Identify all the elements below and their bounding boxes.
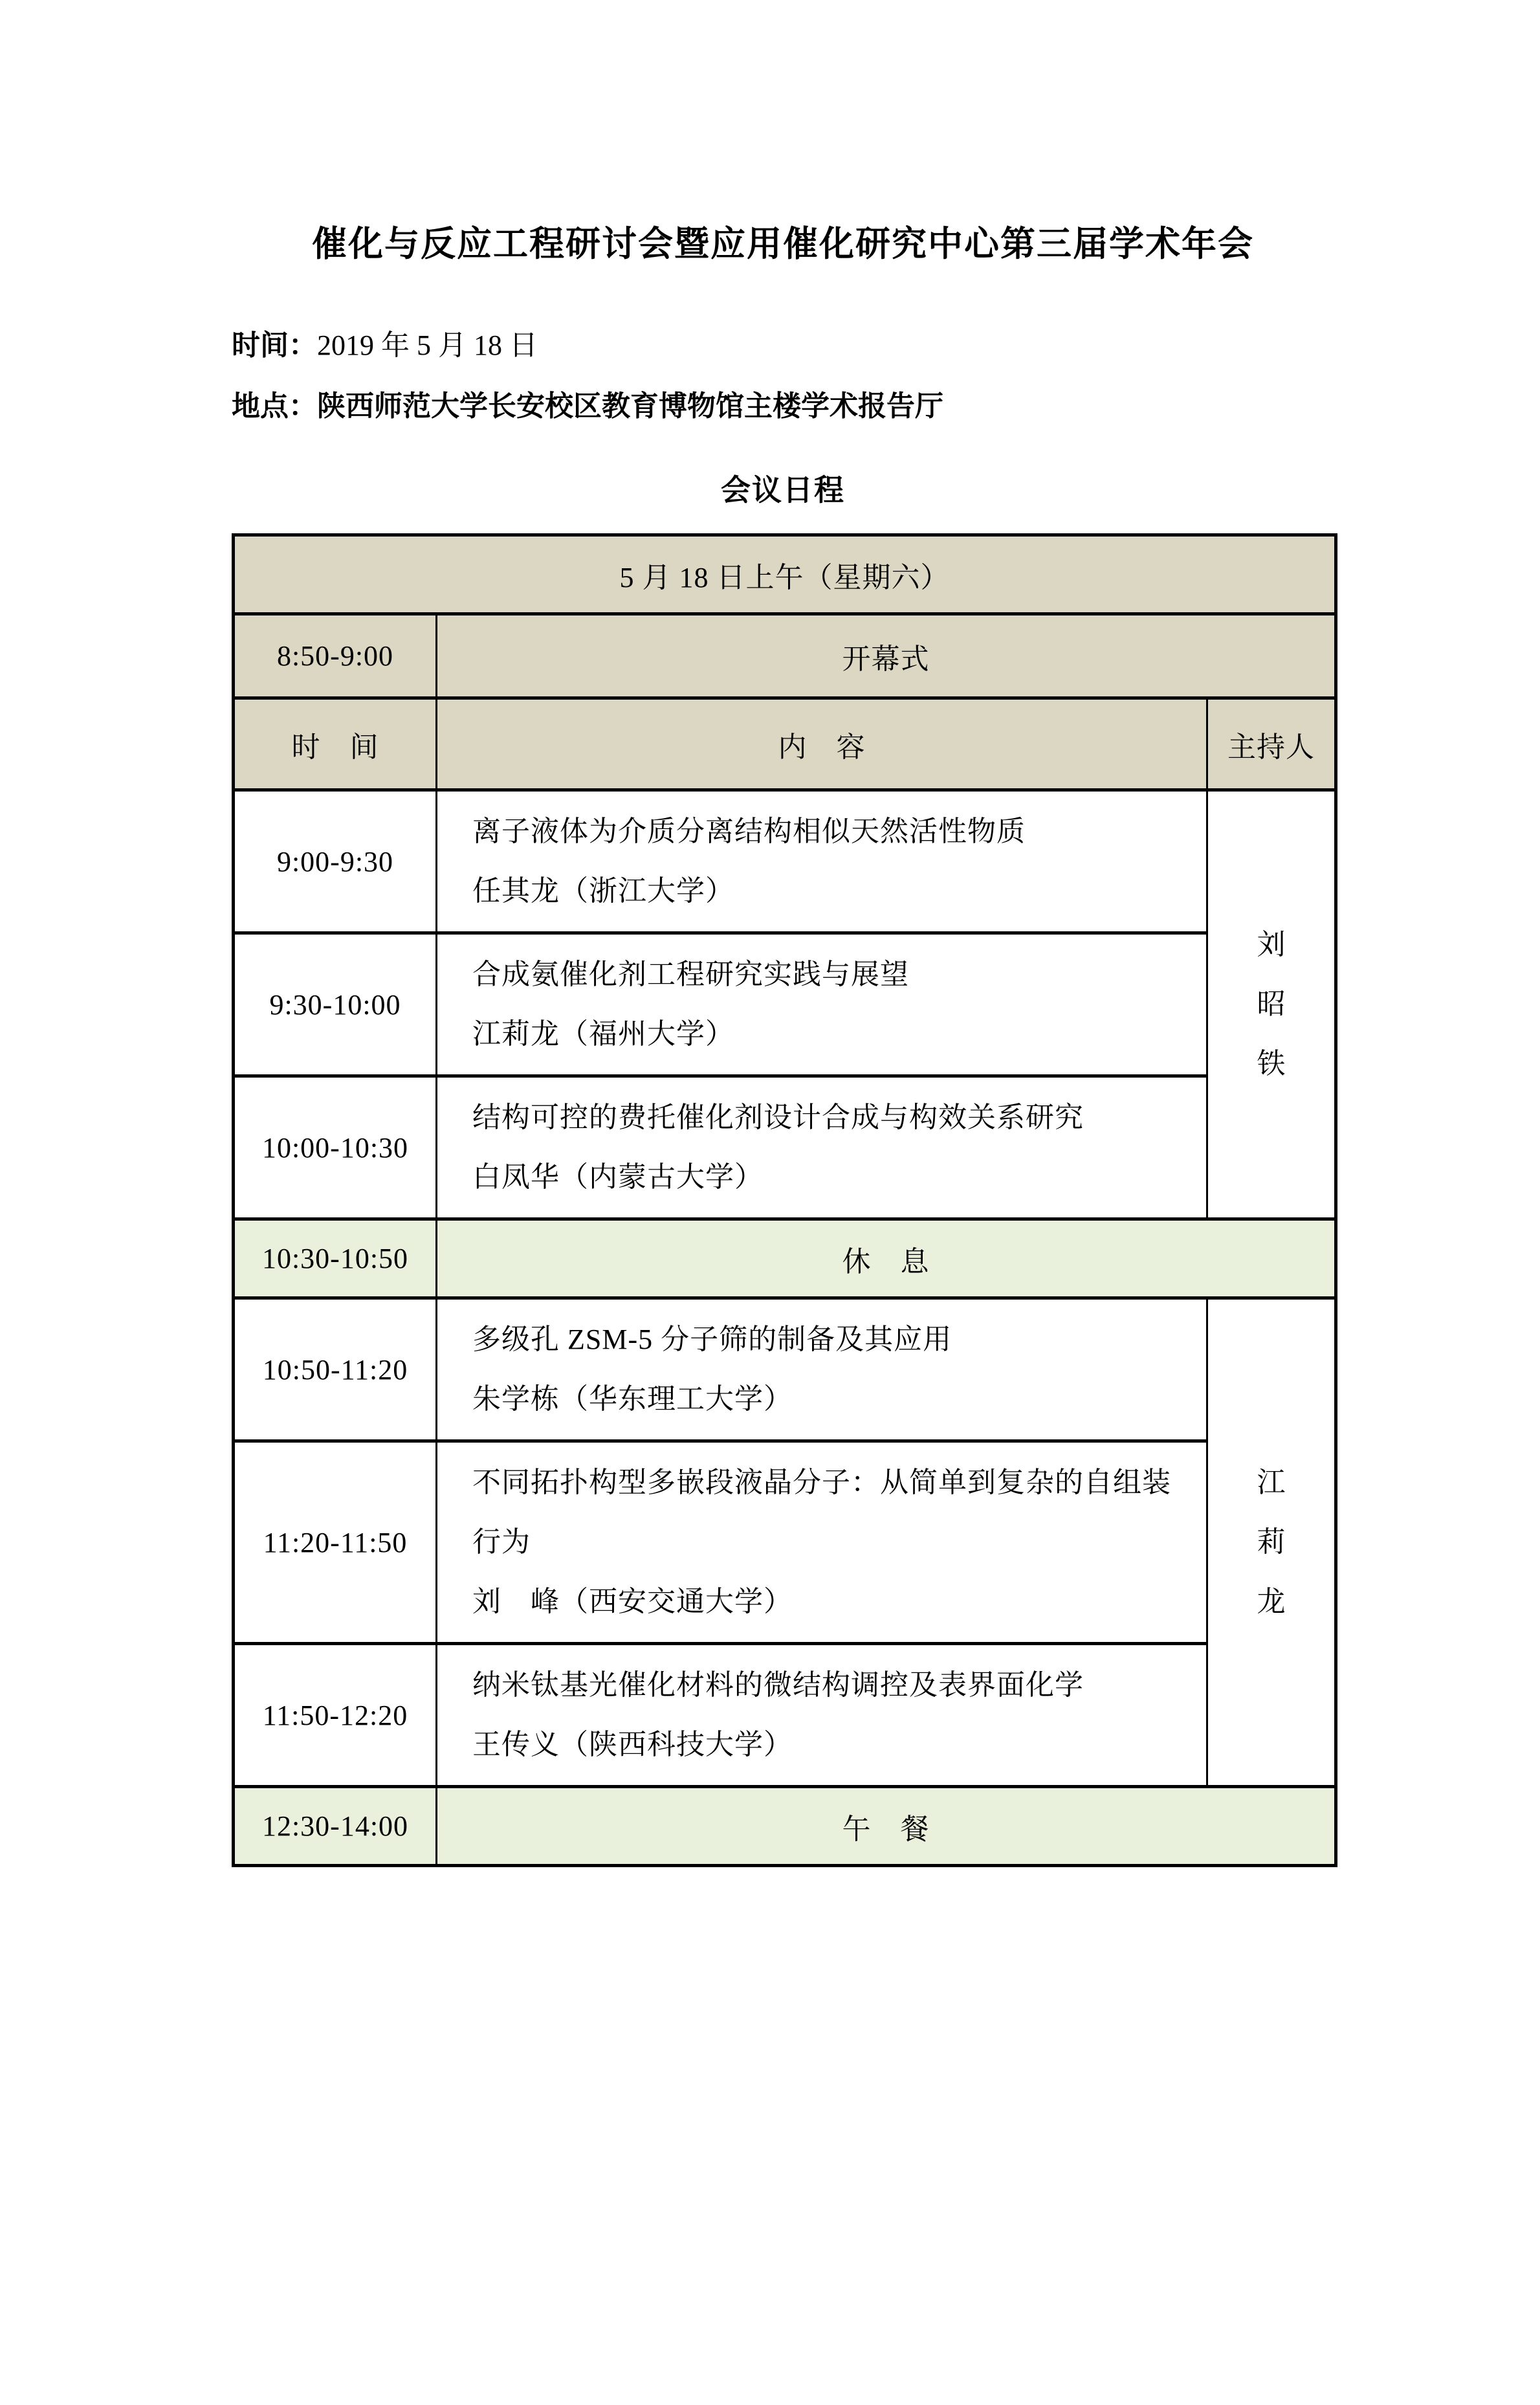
talk-title: 离子液体为介质分离结构相似天然活性物质: [472, 815, 1026, 847]
content-cell: [437, 1441, 1207, 1644]
break-time-cell: 12:30-14:00: [234, 1787, 437, 1866]
host-char: 昭: [1257, 988, 1286, 1020]
time-cell: 9:00-9:30: [234, 790, 437, 933]
schedule-heading: 会议日程: [721, 473, 845, 507]
col-header-content: 内 容: [437, 698, 1207, 790]
talk-speaker: 白凤华（内蒙古大学）: [472, 1161, 764, 1193]
host-char: 龙: [1257, 1586, 1286, 1617]
column-header-row: [234, 698, 1336, 790]
talk-row: [234, 933, 1336, 1076]
talk-speaker: 任其龙（浙江大学）: [472, 875, 734, 907]
talk-speaker: 朱学栋（华东理工大学）: [472, 1383, 793, 1415]
talk-row: [234, 1298, 1336, 1441]
talk-row: [234, 1441, 1336, 1644]
schedule-table: [232, 533, 1337, 1867]
meta-location-line: [232, 391, 1334, 422]
opening-label-cell: 开幕式: [437, 614, 1336, 698]
time-cell: 11:50-12:20: [234, 1644, 437, 1787]
talk-speaker: 王传义（陕西科技大学）: [472, 1729, 793, 1760]
break-row: [234, 1219, 1336, 1298]
time-label: 时间：: [232, 329, 317, 361]
break-time-cell: 10:30-10:50: [234, 1219, 437, 1298]
document-page: [232, 225, 1334, 1867]
opening-time-cell: 8:50-9:00: [234, 614, 437, 698]
talk-title: 纳米钛基光催化材料的微结构调控及表界面化学: [472, 1669, 1084, 1701]
host-char: 莉: [1257, 1526, 1286, 1558]
session-header-cell: 5 月 18 日上午（星期六）: [234, 535, 1336, 614]
break-row: [234, 1787, 1336, 1866]
document-title: 催化与反应工程研讨会暨应用催化研究中心第三届学术年会: [312, 225, 1254, 263]
time-value: 2019 年 5 月 18 日: [317, 329, 538, 361]
content-cell: [437, 1298, 1207, 1441]
opening-row: [234, 614, 1336, 698]
content-cell: [437, 790, 1207, 933]
time-cell: 10:00-10:30: [234, 1076, 437, 1219]
talk-row: [234, 1644, 1336, 1787]
break-label-cell: 休 息: [437, 1219, 1336, 1298]
host-char: 江: [1257, 1467, 1286, 1498]
host-cell: [1207, 790, 1336, 1219]
talk-title: 多级孔 ZSM-5 分子筛的制备及其应用: [472, 1324, 952, 1355]
talk-title: 结构可控的费托催化剂设计合成与构效关系研究: [472, 1102, 1084, 1133]
col-header-time: 时 间: [234, 698, 437, 790]
location-label: 地点：: [232, 390, 317, 422]
break-label-cell: 午 餐: [437, 1787, 1336, 1866]
host-char: 刘: [1257, 929, 1286, 960]
content-cell: [437, 1076, 1207, 1219]
talk-title: 合成氨催化剂工程研究实践与展望: [472, 959, 909, 990]
talk-title: 不同拓扑构型多嵌段液晶分子：从简单到复杂的自组装行为: [472, 1467, 1171, 1558]
time-cell: 11:20-11:50: [234, 1441, 437, 1644]
talk-speaker: 刘 峰（西安交通大学）: [472, 1586, 793, 1617]
host-cell: [1207, 1298, 1336, 1787]
meta-time-line: [232, 330, 1334, 361]
host-char: 铁: [1257, 1048, 1286, 1080]
time-cell: 10:50-11:20: [234, 1298, 437, 1441]
time-cell: 9:30-10:00: [234, 933, 437, 1076]
content-cell: [437, 933, 1207, 1076]
talk-row: [234, 1076, 1336, 1219]
talk-row: [234, 790, 1336, 933]
talk-speaker: 江莉龙（福州大学）: [472, 1018, 734, 1050]
col-header-host: 主持人: [1207, 698, 1336, 790]
session-header-row: [234, 535, 1336, 614]
location-value: 陕西师范大学长安校区教育博物馆主楼学术报告厅: [317, 390, 943, 422]
content-cell: [437, 1644, 1207, 1787]
